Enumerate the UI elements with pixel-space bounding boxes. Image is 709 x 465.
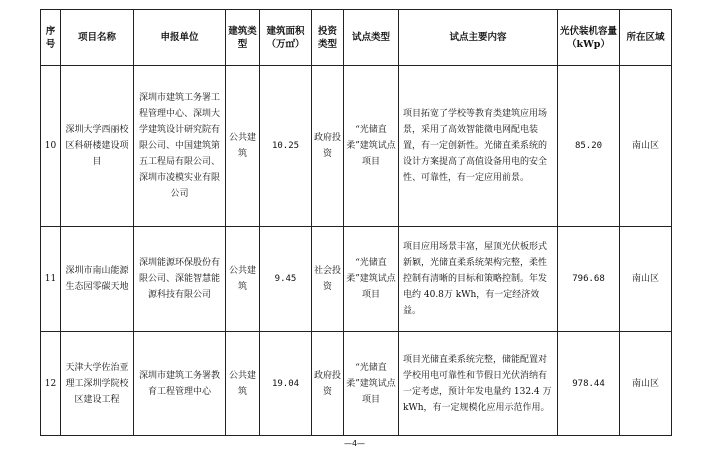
cell-building-type: 公共建筑: [226, 332, 260, 436]
cell-invest-type: 社会投资: [312, 227, 344, 332]
cell-building-type: 公共建筑: [226, 227, 260, 332]
cell-capacity: 978.44: [558, 332, 620, 436]
header-building-type: 建筑类型: [226, 10, 260, 66]
cell-index: 12: [41, 332, 61, 436]
header-invest-type: 投资类型: [312, 10, 344, 66]
cell-name: 天津大学佐治亚理工深圳学院校区建设工程: [61, 332, 134, 436]
cell-building-type: 公共建筑: [226, 66, 260, 227]
cell-area: 19.04: [260, 332, 312, 436]
project-table: [40, 9, 672, 436]
cell-index: 10: [41, 66, 61, 227]
header-index: 序号: [41, 10, 61, 66]
cell-district: 南山区: [620, 332, 672, 436]
table-row: [41, 332, 672, 436]
cell-capacity: 796.68: [558, 227, 620, 332]
cell-invest-type: 政府投资: [312, 66, 344, 227]
header-name: 项目名称: [61, 10, 134, 66]
header-district: 所在区域: [620, 10, 672, 66]
cell-unit: 深圳能源环保股份有限公司、深能智慧能源科技有限公司: [134, 227, 226, 332]
cell-district: 南山区: [620, 66, 672, 227]
header-row: [41, 10, 672, 66]
cell-district: 南山区: [620, 227, 672, 332]
cell-unit: 深圳市建筑工务署工程管理中心、深圳大学建筑设计研究院有限公司、中国建筑第五工程局有限公司、深圳市凌模实业有限公司: [134, 66, 226, 227]
page-number: —4—: [343, 439, 366, 448]
cell-capacity: 85.20: [558, 66, 620, 227]
header-capacity: 光伏装机容量（kWp）: [558, 10, 620, 66]
cell-area: 9.45: [260, 227, 312, 332]
cell-pilot-type: “光储直柔”建筑试点项目: [344, 227, 399, 332]
cell-pilot-type: “光储直柔”建筑试点项目: [344, 66, 399, 227]
header-pilot-type: 试点类型: [344, 10, 399, 66]
cell-content: 项目应用场景丰富，屋顶光伏板形式新颖，光储直柔系统架构完整，柔性控制有清晰的目标和策略控制。年发电约 40.8万 kWh，有一定经济效益。: [399, 227, 558, 332]
table-row: [41, 227, 672, 332]
cell-unit: 深圳市建筑工务署教育工程管理中心: [134, 332, 226, 436]
table-row: [41, 66, 672, 227]
cell-area: 10.25: [260, 66, 312, 227]
cell-content: 项目光储直柔系统完整，储能配置对学校用电可靠性和节假日光伏消纳有一定考虑，预计年发电量约 132.4 万 kWh，有一定规模化应用示范作用。: [399, 332, 558, 436]
cell-name: 深圳市南山能源生态园零碳天地: [61, 227, 134, 332]
cell-pilot-type: “光储直柔”建筑试点项目: [344, 332, 399, 436]
header-area: 建筑面积（万㎡）: [260, 10, 312, 66]
header-unit: 申报单位: [134, 10, 226, 66]
header-content: 试点主要内容: [399, 10, 558, 66]
cell-index: 11: [41, 227, 61, 332]
cell-name: 深圳大学西丽校区科研楼建设项目: [61, 66, 134, 227]
cell-content: 项目拓宽了学校等教育类建筑应用场景，采用了高效智能微电网配电装置，有一定创新性。光储直柔系统的设计方案提高了高值设备用电的安全性、可靠性，有一定应用前景。: [399, 66, 558, 227]
cell-invest-type: 政府投资: [312, 332, 344, 436]
